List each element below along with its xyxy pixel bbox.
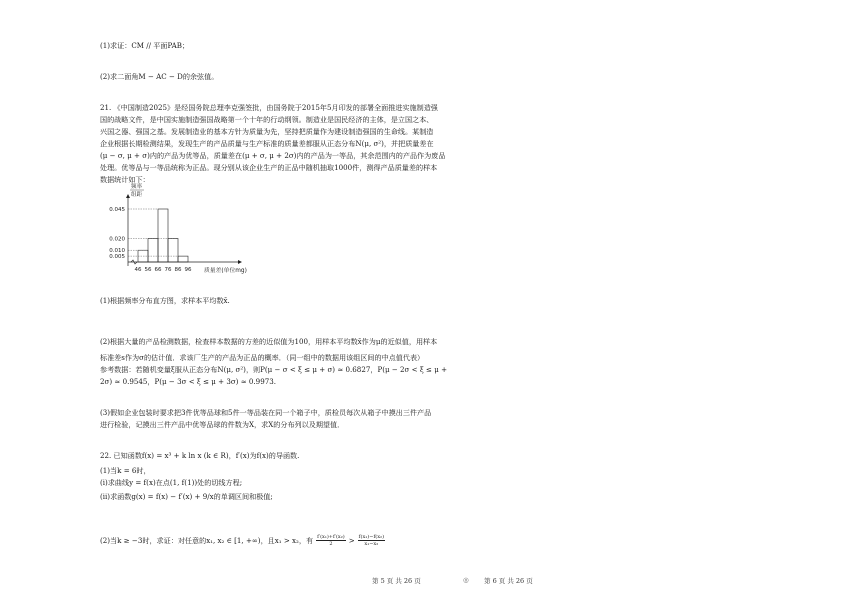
q21-intro-line: 数据统计如下： xyxy=(100,175,150,184)
q21-part2-line: 2σ) ≈ 0.9545，P(μ − 3σ < ξ ≤ μ + 3σ) ≈ 0.9973. xyxy=(100,377,276,386)
x-tick-label: 76 xyxy=(164,267,172,273)
fraction-numerator: f′(x₁)+f′(x₂) xyxy=(317,534,345,540)
fraction-numerator: f(x₁)−f(x₂) xyxy=(358,534,385,540)
x-tick-label: 56 xyxy=(144,267,152,273)
histogram-bar xyxy=(178,256,188,262)
fraction-derivative-avg xyxy=(316,534,346,547)
q20-part1: (1)求证：CM // 平面PAB； xyxy=(100,41,190,50)
footer-separator-icon: ◎ xyxy=(463,576,469,584)
q21-intro-line: 处理。优等品与一等品统称为正品。现分别从该企业生产的正品中随机抽取1000件，测得产品质量差的样本 xyxy=(100,163,438,172)
q21-intro-line: 兴国之器、强国之基。发展制造业的基本方针为质量为先，坚持把质量作为建设制造强国的生命线。某制造 xyxy=(100,127,434,136)
q21-part3-line: 进行检验，记摸出三件产品中优等品球的件数为X，求X的分布列以及期望值． xyxy=(100,420,345,429)
q21-part2-line: 标准差s作为σ的估计值．求该厂生产的产品为正品的概率．（同一组中的数据用该组区间的中点值代表） xyxy=(100,353,425,362)
footer-page-left: 第 5 页 共 26 页 xyxy=(372,577,421,585)
q21-intro-line: 企业根据长期检测结果，发现生产的产品质量与生产标准的质量差都服从正态分布N(μ, σ²)，并把质量差在 xyxy=(100,139,434,148)
y-tick-label: 0.005 xyxy=(109,254,125,261)
q20-part2: (2)求二面角M − AC − D的余弦值。 xyxy=(100,72,219,81)
fraction-difference-quotient xyxy=(358,534,385,547)
footer-page-right: 第 6 页 共 26 页 xyxy=(484,577,533,585)
q21-part2-line: 参考数据：若随机变量ξ服从正态分布N(μ, σ²)，则P(μ − σ < ξ ≤ μ + σ) ≈ 0.6827，P(μ − 2σ < ξ ≤ μ + xyxy=(100,365,448,374)
q22-part1-ii: (ii)求函数g(x) = f(x) − f′(x) + 9/x的单调区间和极值; xyxy=(100,492,273,501)
q22-intro: 22. 已知函数f(x) = x³ + k ln x (k ∈ R)，f′(x)为f(x)的导函数. xyxy=(100,451,300,460)
histogram-bar xyxy=(158,209,168,262)
q22-part2 xyxy=(100,534,385,547)
q22-part1: (1)当k = 6时， xyxy=(100,466,151,475)
x-tick-label: 66 xyxy=(154,267,162,273)
x-tick-label: 96 xyxy=(184,267,192,273)
q21-part1: (1)根据频率分布直方图，求样本平均数x̄. xyxy=(100,296,230,305)
histogram-bar xyxy=(168,238,178,262)
y-tick-label: 0.010 xyxy=(109,248,125,255)
y-tick-label: 0.020 xyxy=(109,236,125,243)
histogram-bar xyxy=(148,238,158,262)
x-axis-label: 质量差(单位mg) xyxy=(204,268,247,274)
x-tick-label: 46 xyxy=(134,267,142,273)
histogram xyxy=(98,182,248,282)
q21-part2-line: (2)根据大量的产品检测数据，检查样本数据的方差的近似值为100，用样本平均数x̄作为μ的近似值，用样本 xyxy=(100,337,438,346)
q22-part2-text: (2)当k ≥ −3时，求证：对任意的x₁, x₂ ∈ [1, +∞)，且x₁ > x₂，有 xyxy=(100,535,314,545)
fraction-denominator: 2 xyxy=(329,541,333,547)
q21-intro-line: (μ − σ, μ + σ)内的产品为优等品，质量差在(μ + σ, μ + 2σ)内的产品为一等品，其余范围内的产品作为废品 xyxy=(100,151,446,160)
fraction-denominator: x₁−x₂ xyxy=(364,541,379,547)
x-tick-label: 86 xyxy=(174,267,182,273)
q21-intro-line: 国的战略文件，是中国实施制造强国战略第一个十年的行动纲领。制造业是国民经济的主体，是立国之本、 xyxy=(100,115,434,124)
y-axis-arrow xyxy=(126,194,130,198)
q21-intro-line: 21. 《中国制造2025》是经国务院总理李克强签批，由国务院于2015年5月印发的部署全面推进实施制造强 xyxy=(100,103,438,112)
y-axis-label: 组距 xyxy=(131,192,143,198)
y-tick-label: 0.045 xyxy=(109,207,125,213)
greater-than-sign: > xyxy=(348,536,355,545)
y-axis-label: 频率 xyxy=(131,184,143,190)
q22-part1-i: (i)求曲线y = f(x)在点(1, f(1))处的切线方程; xyxy=(100,478,243,487)
q21-part3-line: (3)假如企业包装时要求把3件优等品球和5件一等品装在同一个箱子中，质检员每次从箱子中摸出三件产品 xyxy=(100,408,432,417)
x-axis-arrow xyxy=(238,260,242,264)
